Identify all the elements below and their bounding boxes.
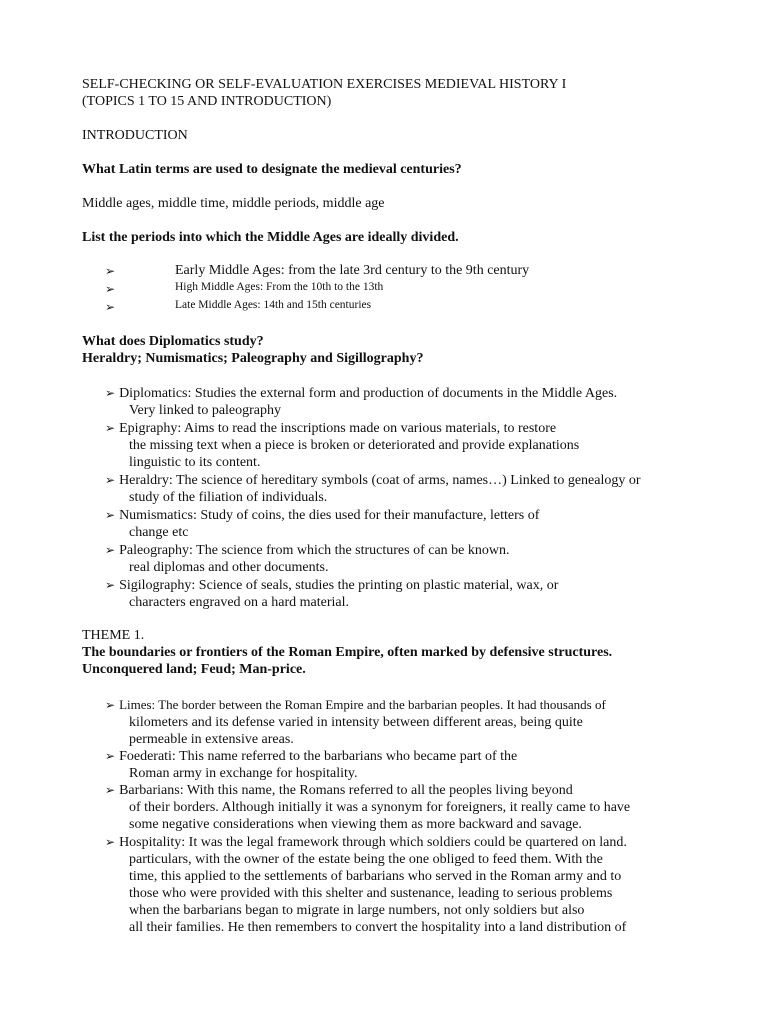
list-item-text: some negative considerations when viewing them as more backward and savage.: [129, 817, 582, 832]
list-item-text: Barbarians: With this name, the Romans referred to all the peoples living beyond: [119, 783, 573, 798]
bullet-arrow-icon: ➢: [105, 698, 116, 712]
list-item-sigilography: [105, 577, 725, 611]
theme-1-heading: THEME 1.: [82, 628, 145, 643]
theme-1-question-line-1: The boundaries or frontiers of the Roman Empire, often marked by defensive structures.: [82, 645, 613, 660]
question-periods: List the periods into which the Middle Ages are ideally divided.: [82, 230, 459, 245]
theme-1-question: [82, 644, 722, 678]
list-item-foederati: [105, 748, 725, 782]
bullet-arrow-icon: ➢: [105, 749, 116, 763]
list-item-limes: [105, 696, 725, 748]
bullet-arrow-icon: ➢: [105, 508, 116, 522]
list-item-text: when the barbarians began to migrate in large numbers, not only soldiers but also: [129, 903, 585, 918]
list-item-text: Very linked to paleography: [129, 403, 282, 418]
title-line-2: (TOPICS 1 TO 15 AND INTRODUCTION): [82, 94, 332, 109]
bullet-arrow-icon: ➢: [105, 543, 116, 557]
list-item-text: Hospitality: It was the legal framework through which soldiers could be quartered on land.: [119, 835, 627, 850]
list-item-text: particulars, with the owner of the estate being the one obliged to feed them. With the: [129, 852, 603, 867]
bullet-arrow-icon: ➢: [105, 578, 116, 592]
bullet-arrow-icon: ➢: [105, 386, 116, 400]
list-item-paleography: [105, 542, 725, 576]
list-item-text: permeable in extensive areas.: [129, 732, 294, 747]
list-item-text: real diplomas and other documents.: [129, 560, 329, 575]
list-item-text: linguistic to its content.: [129, 455, 261, 470]
list-item-text: characters engraved on a hard material.: [129, 595, 349, 610]
list-item-text: Paleography: The science from which the structures of can be known.: [119, 543, 510, 558]
question-disciplines-line-2: Heraldry; Numismatics; Paleography and Sigillography?: [82, 351, 424, 366]
list-item-text: those who were provided with this shelter and sustenance, leading to serious problems: [129, 886, 613, 901]
list-item-text: Numismatics: Study of coins, the dies used for their manufacture, letters of: [119, 508, 540, 523]
list-item-heraldry: [105, 472, 725, 506]
list-item-text: the missing text when a piece is broken or deteriorated and provide explanations: [129, 438, 580, 453]
list-item-text: Heraldry: The science of hereditary symbols (coat of arms, names…) Linked to genealogy or: [119, 473, 641, 488]
list-item-text: time, this applied to the settlements of barbarians who served in the Roman army and to: [129, 869, 622, 884]
list-item-text: of their borders. Although initially it was a synonym for foreigners, it really came to have: [129, 800, 631, 815]
document-title: [82, 76, 722, 110]
list-item-text: Roman army in exchange for hospitality.: [129, 766, 358, 781]
period-high: High Middle Ages: From the 10th to the 13th: [175, 281, 384, 293]
list-item-text: change etc: [129, 525, 189, 540]
title-line-1: SELF-CHECKING OR SELF-EVALUATION EXERCISES MEDIEVAL HISTORY I: [82, 77, 567, 92]
bullet-arrow-icon: ➢: [105, 264, 116, 278]
list-item-hospitality: [105, 834, 725, 936]
list-item-barbarians: [105, 782, 725, 833]
list-item-text: Foederati: This name referred to the barbarians who became part of the: [119, 749, 518, 764]
bullet-arrow-icon: ➢: [105, 783, 116, 797]
list-item-text: Sigilography: Science of seals, studies the printing on plastic material, wax, or: [119, 578, 559, 593]
list-item-diplomatics: [105, 385, 725, 419]
question-disciplines-line-1: What does Diplomatics study?: [82, 334, 264, 349]
answer-latin-terms: Middle ages, middle time, middle periods, middle age: [82, 196, 385, 211]
list-item-text: kilometers and its defense varied in intensity between different areas, being quite: [129, 715, 583, 730]
list-item-text: all their families. He then remembers to convert the hospitality into a land distribution of: [129, 920, 627, 935]
question-latin-terms: What Latin terms are used to designate the medieval centuries?: [82, 162, 462, 177]
list-item-text: Diplomatics: Studies the external form and production of documents in the Middle Ages.: [119, 386, 618, 401]
bullet-arrow-icon: ➢: [105, 282, 116, 296]
list-item-text: Epigraphy: Aims to read the inscriptions made on various materials, to restore: [119, 421, 557, 436]
list-item-numismatics: [105, 507, 725, 541]
list-item-text: Limes: The border between the Roman Empire and the barbarian peoples. It had thousands of: [119, 697, 606, 712]
introduction-heading: INTRODUCTION: [82, 128, 188, 143]
bullet-arrow-icon: ➢: [105, 473, 116, 487]
period-late: Late Middle Ages: 14th and 15th centuries: [175, 299, 372, 311]
bullet-arrow-icon: ➢: [105, 300, 116, 314]
list-item-epigraphy: [105, 420, 725, 471]
bullet-arrow-icon: ➢: [105, 421, 116, 435]
bullet-arrow-icon: ➢: [105, 835, 116, 849]
period-early: Early Middle Ages: from the late 3rd century to the 9th century: [175, 263, 530, 278]
question-disciplines: [82, 333, 722, 367]
theme-1-question-line-2: Unconquered land; Feud; Man-price.: [82, 662, 306, 677]
list-item-text: study of the filiation of individuals.: [129, 490, 328, 505]
